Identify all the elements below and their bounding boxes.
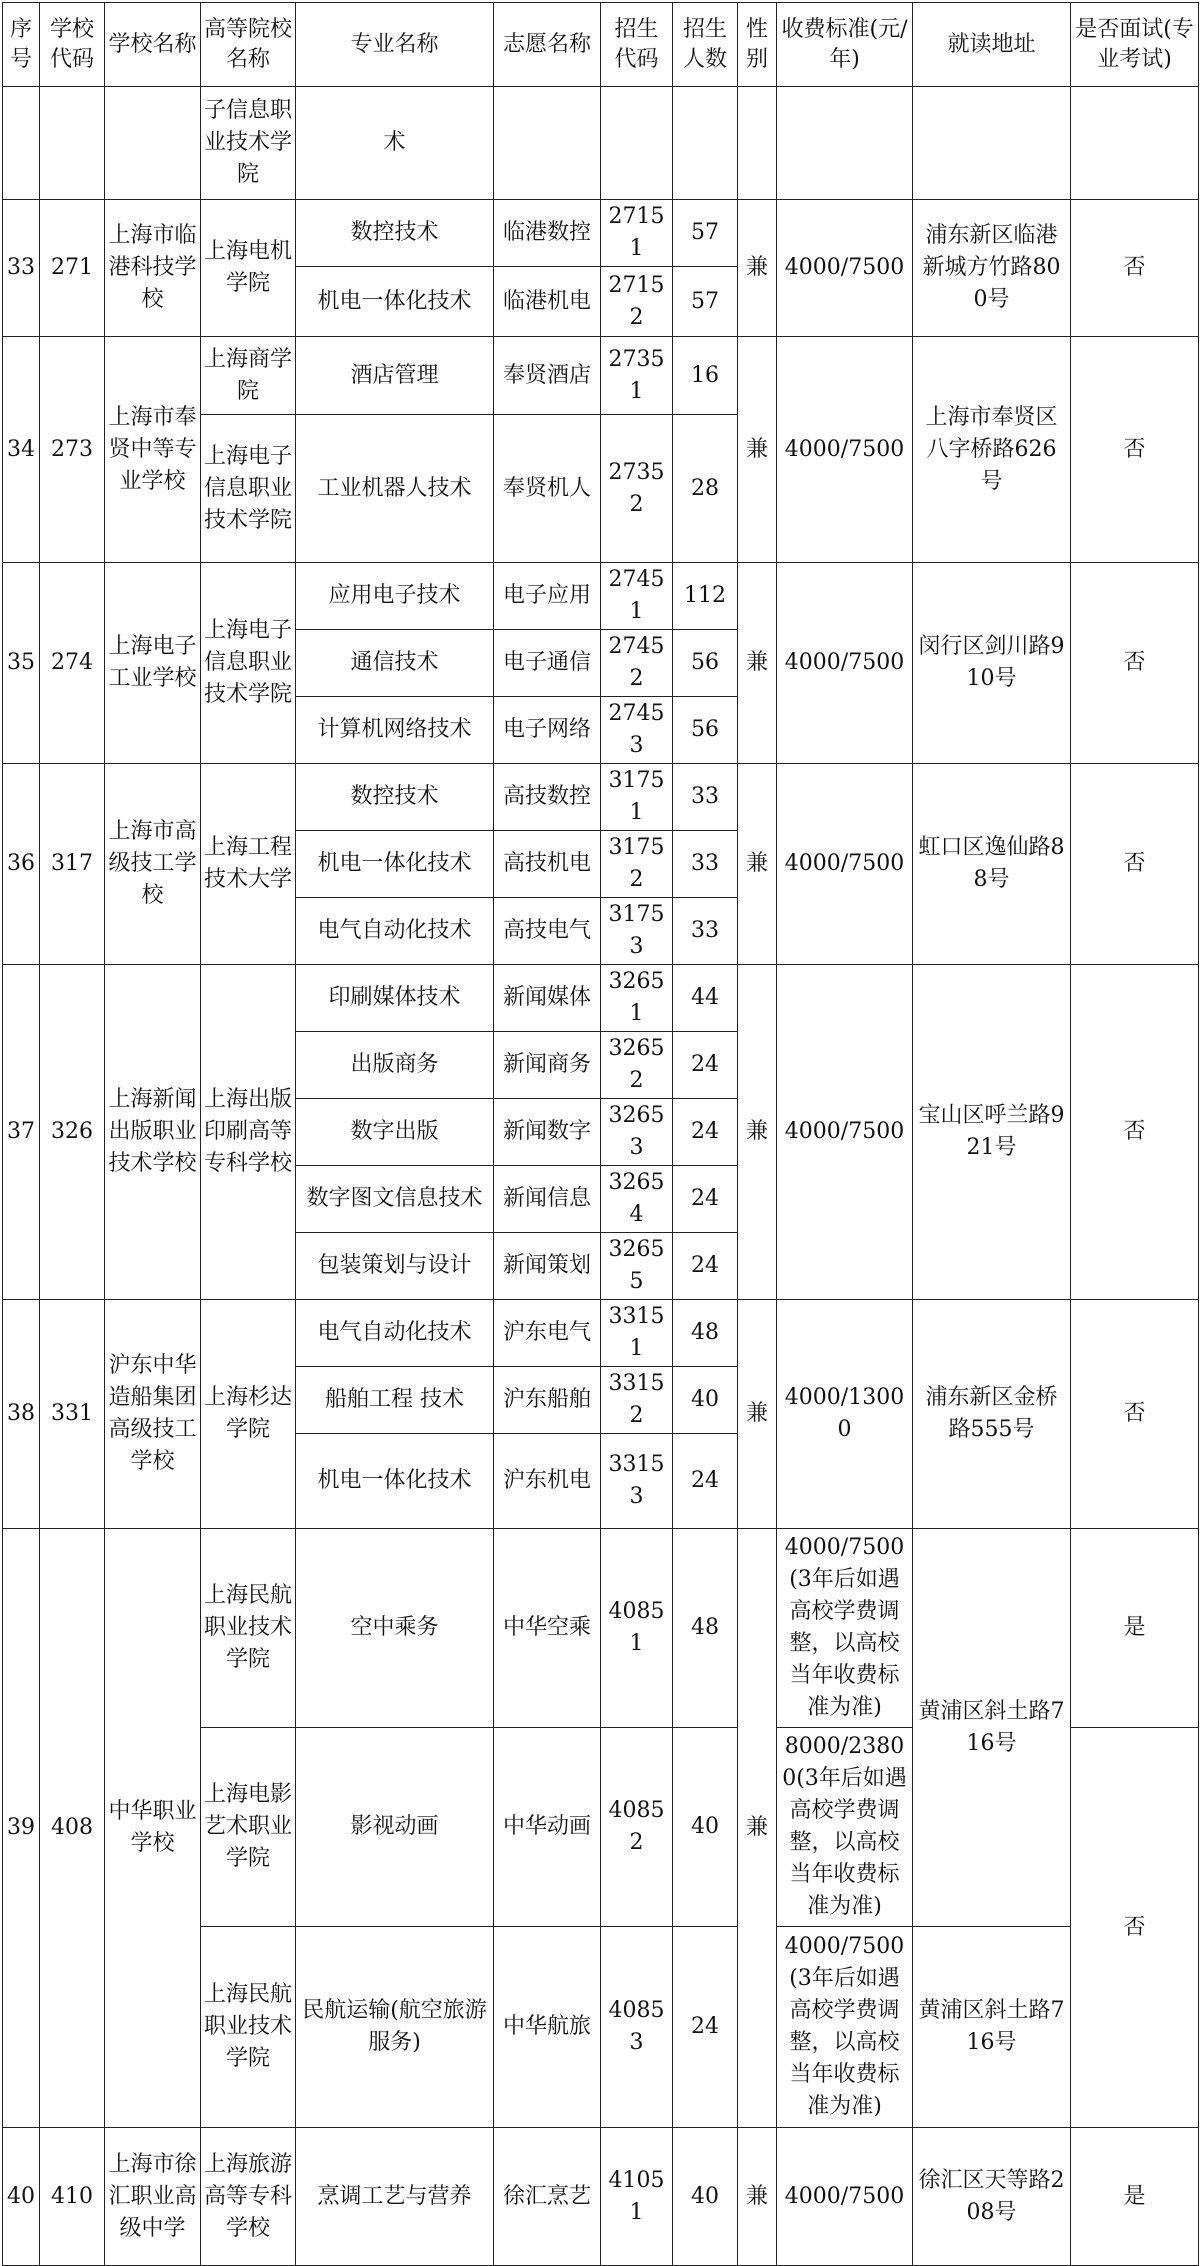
enroll-code: 27351 <box>601 337 673 415</box>
address: 虹口区逸仙路88号 <box>913 764 1071 965</box>
header-cell: 性别 <box>738 3 777 87</box>
fee: 4000/13000 <box>777 1300 913 1529</box>
table-row <box>3 764 1199 831</box>
fee: 4000/7500 <box>777 563 913 764</box>
wish-name: 中华空乘 <box>494 1529 601 1728</box>
enroll-code: 31751 <box>601 764 673 831</box>
row-number: 40 <box>3 2128 40 2266</box>
college-name: 上海工程技术大学 <box>201 764 296 965</box>
enroll-code: 32654 <box>601 1166 673 1233</box>
school-name: 上海市临港科技学校 <box>105 200 201 337</box>
major-name: 出版商务 <box>296 1032 494 1099</box>
row-number: 35 <box>3 563 40 764</box>
major-name: 数控技术 <box>296 764 494 831</box>
wish-name: 中华航旅 <box>494 1927 601 2128</box>
school-name: 上海市徐汇职业高级中学 <box>105 2128 201 2266</box>
header-cell: 收费标准(元/年) <box>777 3 913 87</box>
enroll-count: 33 <box>673 831 738 898</box>
interview: 否 <box>1071 965 1199 1300</box>
fee: 8000/23800(3年后如遇高校学费调整，以高校当年收费标准为准) <box>777 1728 913 1927</box>
major-name: 电气自动化技术 <box>296 898 494 965</box>
address: 宝山区呼兰路921号 <box>913 965 1071 1300</box>
enroll-code: 33152 <box>601 1367 673 1434</box>
enroll-code: 27451 <box>601 563 673 630</box>
row-number: 33 <box>3 200 40 337</box>
wish-name: 新闻策划 <box>494 1233 601 1300</box>
wish-name: 新闻媒体 <box>494 965 601 1032</box>
address: 浦东新区临港新城方竹路800号 <box>913 200 1071 337</box>
header-cell: 招生代码 <box>601 3 673 87</box>
school-code: 408 <box>40 1529 105 2128</box>
enroll-count: 57 <box>673 200 738 267</box>
wish-name: 高技机电 <box>494 831 601 898</box>
school-code: 274 <box>40 563 105 764</box>
school-name: 上海新闻出版职业技术学校 <box>105 965 201 1300</box>
major-name: 电气自动化技术 <box>296 1300 494 1367</box>
interview: 否 <box>1071 563 1199 764</box>
enroll-code: 27352 <box>601 415 673 563</box>
major-name: 机电一体化技术 <box>296 267 494 337</box>
wish-name: 电子通信 <box>494 630 601 697</box>
gender: 兼 <box>738 563 777 764</box>
enroll-count: 40 <box>673 1367 738 1434</box>
school-code: 273 <box>40 337 105 563</box>
wish-name: 临港数控 <box>494 200 601 267</box>
admission-table <box>2 2 1199 2266</box>
major-name: 机电一体化技术 <box>296 1434 494 1529</box>
wish-name: 新闻数字 <box>494 1099 601 1166</box>
wish-name: 临港机电 <box>494 267 601 337</box>
major-name: 应用电子技术 <box>296 563 494 630</box>
interview: 否 <box>1071 200 1199 337</box>
enroll-count: 57 <box>673 267 738 337</box>
interview: 是 <box>1071 2128 1199 2266</box>
enroll-count: 40 <box>673 2128 738 2266</box>
address: 浦东新区金桥路555号 <box>913 1300 1071 1529</box>
header-row <box>3 3 1199 87</box>
fee: 4000/7500 <box>777 200 913 337</box>
enroll-code: 41051 <box>601 2128 673 2266</box>
school-name: 上海电子工业学校 <box>105 563 201 764</box>
address: 黄浦区斜土路716号 <box>913 1529 1071 1927</box>
table-row <box>3 1300 1199 1367</box>
major-name: 数字图文信息技术 <box>296 1166 494 1233</box>
table-row <box>3 563 1199 630</box>
enroll-code: 31753 <box>601 898 673 965</box>
header-cell: 就读地址 <box>913 3 1071 87</box>
enroll-count: 24 <box>673 1032 738 1099</box>
enroll-count: 24 <box>673 1927 738 2128</box>
enroll-count: 24 <box>673 1233 738 1300</box>
college-name: 子信息职业技术学院 <box>201 87 296 200</box>
major-name: 包装策划与设计 <box>296 1233 494 1300</box>
address: 黄浦区斜土路716号 <box>913 1927 1071 2128</box>
table-row <box>3 965 1199 1032</box>
major-name: 影视动画 <box>296 1728 494 1927</box>
wish-name: 沪东电气 <box>494 1300 601 1367</box>
wish-name: 电子应用 <box>494 563 601 630</box>
fee: 4000/7500 <box>777 764 913 965</box>
major-name: 印刷媒体技术 <box>296 965 494 1032</box>
enroll-code: 31752 <box>601 831 673 898</box>
fee: 4000/7500 <box>777 337 913 563</box>
gender: 兼 <box>738 337 777 563</box>
row-number: 37 <box>3 965 40 1300</box>
continuation-row <box>3 87 1199 200</box>
header-cell: 是否面试(专业考试) <box>1071 3 1199 87</box>
enroll-code: 27453 <box>601 697 673 764</box>
wish-name: 徐汇烹艺 <box>494 2128 601 2266</box>
school-code: 331 <box>40 1300 105 1529</box>
major-name: 通信技术 <box>296 630 494 697</box>
row-number: 36 <box>3 764 40 965</box>
school-name: 上海市高级技工学校 <box>105 764 201 965</box>
enroll-code: 32652 <box>601 1032 673 1099</box>
interview: 是 <box>1071 1529 1199 1728</box>
wish-name: 电子网络 <box>494 697 601 764</box>
wish-name: 高技电气 <box>494 898 601 965</box>
major-name: 空中乘务 <box>296 1529 494 1728</box>
wish-name: 奉贤机人 <box>494 415 601 563</box>
gender: 兼 <box>738 965 777 1300</box>
enroll-count: 24 <box>673 1099 738 1166</box>
enroll-count: 48 <box>673 1300 738 1367</box>
wish-name: 新闻信息 <box>494 1166 601 1233</box>
enroll-code: 32655 <box>601 1233 673 1300</box>
interview: 否 <box>1071 337 1199 563</box>
enroll-code: 33151 <box>601 1300 673 1367</box>
major-name: 酒店管理 <box>296 337 494 415</box>
major-name: 计算机网络技术 <box>296 697 494 764</box>
gender: 兼 <box>738 764 777 965</box>
college-name: 上海民航职业技术学院 <box>201 1529 296 1728</box>
college-name: 上海出版印刷高等专科学校 <box>201 965 296 1300</box>
wish-name: 高技数控 <box>494 764 601 831</box>
fee: 4000/7500(3年后如遇高校学费调整，以高校当年收费标准为准) <box>777 1529 913 1728</box>
row-number: 38 <box>3 1300 40 1529</box>
fee: 4000/7500(3年后如遇高校学费调整，以高校当年收费标准为准) <box>777 1927 913 2128</box>
college-name: 上海电机学院 <box>201 200 296 337</box>
gender: 兼 <box>738 200 777 337</box>
enroll-count: 33 <box>673 898 738 965</box>
row-number: 39 <box>3 1529 40 2128</box>
interview: 否 <box>1071 764 1199 965</box>
college-name: 上海电子信息职业技术学院 <box>201 563 296 764</box>
school-code: 317 <box>40 764 105 965</box>
address: 闵行区剑川路910号 <box>913 563 1071 764</box>
table-row <box>3 200 1199 267</box>
enroll-code: 32651 <box>601 965 673 1032</box>
enroll-count: 40 <box>673 1728 738 1927</box>
major-name: 烹调工艺与营养 <box>296 2128 494 2266</box>
school-name: 上海市奉贤中等专业学校 <box>105 337 201 563</box>
enroll-code: 27452 <box>601 630 673 697</box>
gender: 兼 <box>738 1529 777 2128</box>
enroll-count: 28 <box>673 415 738 563</box>
school-code: 410 <box>40 2128 105 2266</box>
major-name: 民航运输(航空旅游服务) <box>296 1927 494 2128</box>
header-cell: 学校名称 <box>105 3 201 87</box>
enroll-count: 16 <box>673 337 738 415</box>
college-name: 上海民航职业技术学院 <box>201 1927 296 2128</box>
major-name: 船舶工程 技术 <box>296 1367 494 1434</box>
enroll-count: 24 <box>673 1166 738 1233</box>
table-row <box>3 337 1199 415</box>
gender: 兼 <box>738 1300 777 1529</box>
enroll-count: 44 <box>673 965 738 1032</box>
school-name: 沪东中华造船集团高级技工学校 <box>105 1300 201 1529</box>
enroll-code: 27152 <box>601 267 673 337</box>
address: 徐汇区天等路208号 <box>913 2128 1071 2266</box>
table-row <box>3 1529 1199 1728</box>
college-name: 上海旅游高等专科学校 <box>201 2128 296 2266</box>
interview: 否 <box>1071 1300 1199 1529</box>
fee: 4000/7500 <box>777 965 913 1300</box>
college-name: 上海电影艺术职业学院 <box>201 1728 296 1927</box>
school-code: 271 <box>40 200 105 337</box>
header-cell: 专业名称 <box>296 3 494 87</box>
enroll-code: 27151 <box>601 200 673 267</box>
enroll-code: 33153 <box>601 1434 673 1529</box>
major-name: 数字出版 <box>296 1099 494 1166</box>
header-cell: 招生人数 <box>673 3 738 87</box>
enroll-count: 56 <box>673 697 738 764</box>
major-name: 机电一体化技术 <box>296 831 494 898</box>
enroll-count: 48 <box>673 1529 738 1728</box>
major-name: 数控技术 <box>296 200 494 267</box>
header-cell: 学校代码 <box>40 3 105 87</box>
row-number: 34 <box>3 337 40 563</box>
college-name: 上海电子信息职业技术学院 <box>201 415 296 563</box>
fee: 4000/7500 <box>777 2128 913 2266</box>
school-name: 中华职业学校 <box>105 1529 201 2128</box>
wish-name: 新闻商务 <box>494 1032 601 1099</box>
college-name: 上海杉达学院 <box>201 1300 296 1529</box>
header-cell: 序号 <box>3 3 40 87</box>
wish-name: 奉贤酒店 <box>494 337 601 415</box>
table-row <box>3 2128 1199 2266</box>
enroll-code: 40853 <box>601 1927 673 2128</box>
interview: 否 <box>1071 1728 1199 2128</box>
enroll-code: 32653 <box>601 1099 673 1166</box>
address: 上海市奉贤区八字桥路626号 <box>913 337 1071 563</box>
wish-name: 沪东船舶 <box>494 1367 601 1434</box>
school-code: 326 <box>40 965 105 1300</box>
wish-name: 沪东机电 <box>494 1434 601 1529</box>
header-cell: 高等院校名称 <box>201 3 296 87</box>
enroll-count: 24 <box>673 1434 738 1529</box>
enroll-code: 40852 <box>601 1728 673 1927</box>
enroll-count: 56 <box>673 630 738 697</box>
major-name: 工业机器人技术 <box>296 415 494 563</box>
wish-name: 中华动画 <box>494 1728 601 1927</box>
enroll-code: 40851 <box>601 1529 673 1728</box>
enroll-count: 33 <box>673 764 738 831</box>
gender: 兼 <box>738 2128 777 2266</box>
college-name: 上海商学院 <box>201 337 296 415</box>
major-name: 术 <box>296 87 494 200</box>
enroll-count: 112 <box>673 563 738 630</box>
header-cell: 志愿名称 <box>494 3 601 87</box>
